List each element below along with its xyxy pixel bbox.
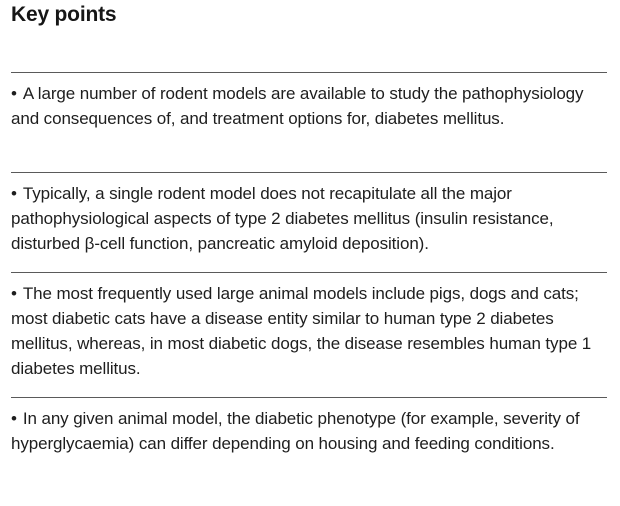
key-point-item [11,397,607,456]
key-point-item [11,272,607,381]
key-point-text [11,273,607,381]
bullet-icon: • [11,284,17,303]
bullet-icon: • [11,409,17,428]
bullet-icon: • [11,184,17,203]
key-point-1-text: A large number of rodent models are available to study the pathophysiology and consequences of, and treatment options for, diabetes mellitus. [11,84,584,128]
key-point-item [11,172,607,256]
key-points-box [11,0,607,453]
key-points-heading: Key points [11,3,117,26]
key-point-3-text: The most frequently used large animal models include pigs, dogs and cats; most diabetic cats have a disease entity similar to human type 2 diabetes mellitus, whereas, in most diabetic dogs, the disease resembles human type 1 diabetes mellitus. [11,284,592,378]
key-point-text [11,73,607,131]
key-point-text [11,398,607,456]
key-point-text [11,173,607,256]
key-point-4-text: In any given animal model, the diabetic phenotype (for example, severity of hyperglycaemia) can differ depending on housing and feeding conditions. [11,409,580,453]
key-point-2-text: Typically, a single rodent model does not recapitulate all the major pathophysiological aspects of type 2 diabetes mellitus (insulin resistance, disturbed β-cell function, pancreatic amyloid deposition). [11,184,554,253]
key-point-item [11,72,607,131]
bullet-icon: • [11,84,17,103]
